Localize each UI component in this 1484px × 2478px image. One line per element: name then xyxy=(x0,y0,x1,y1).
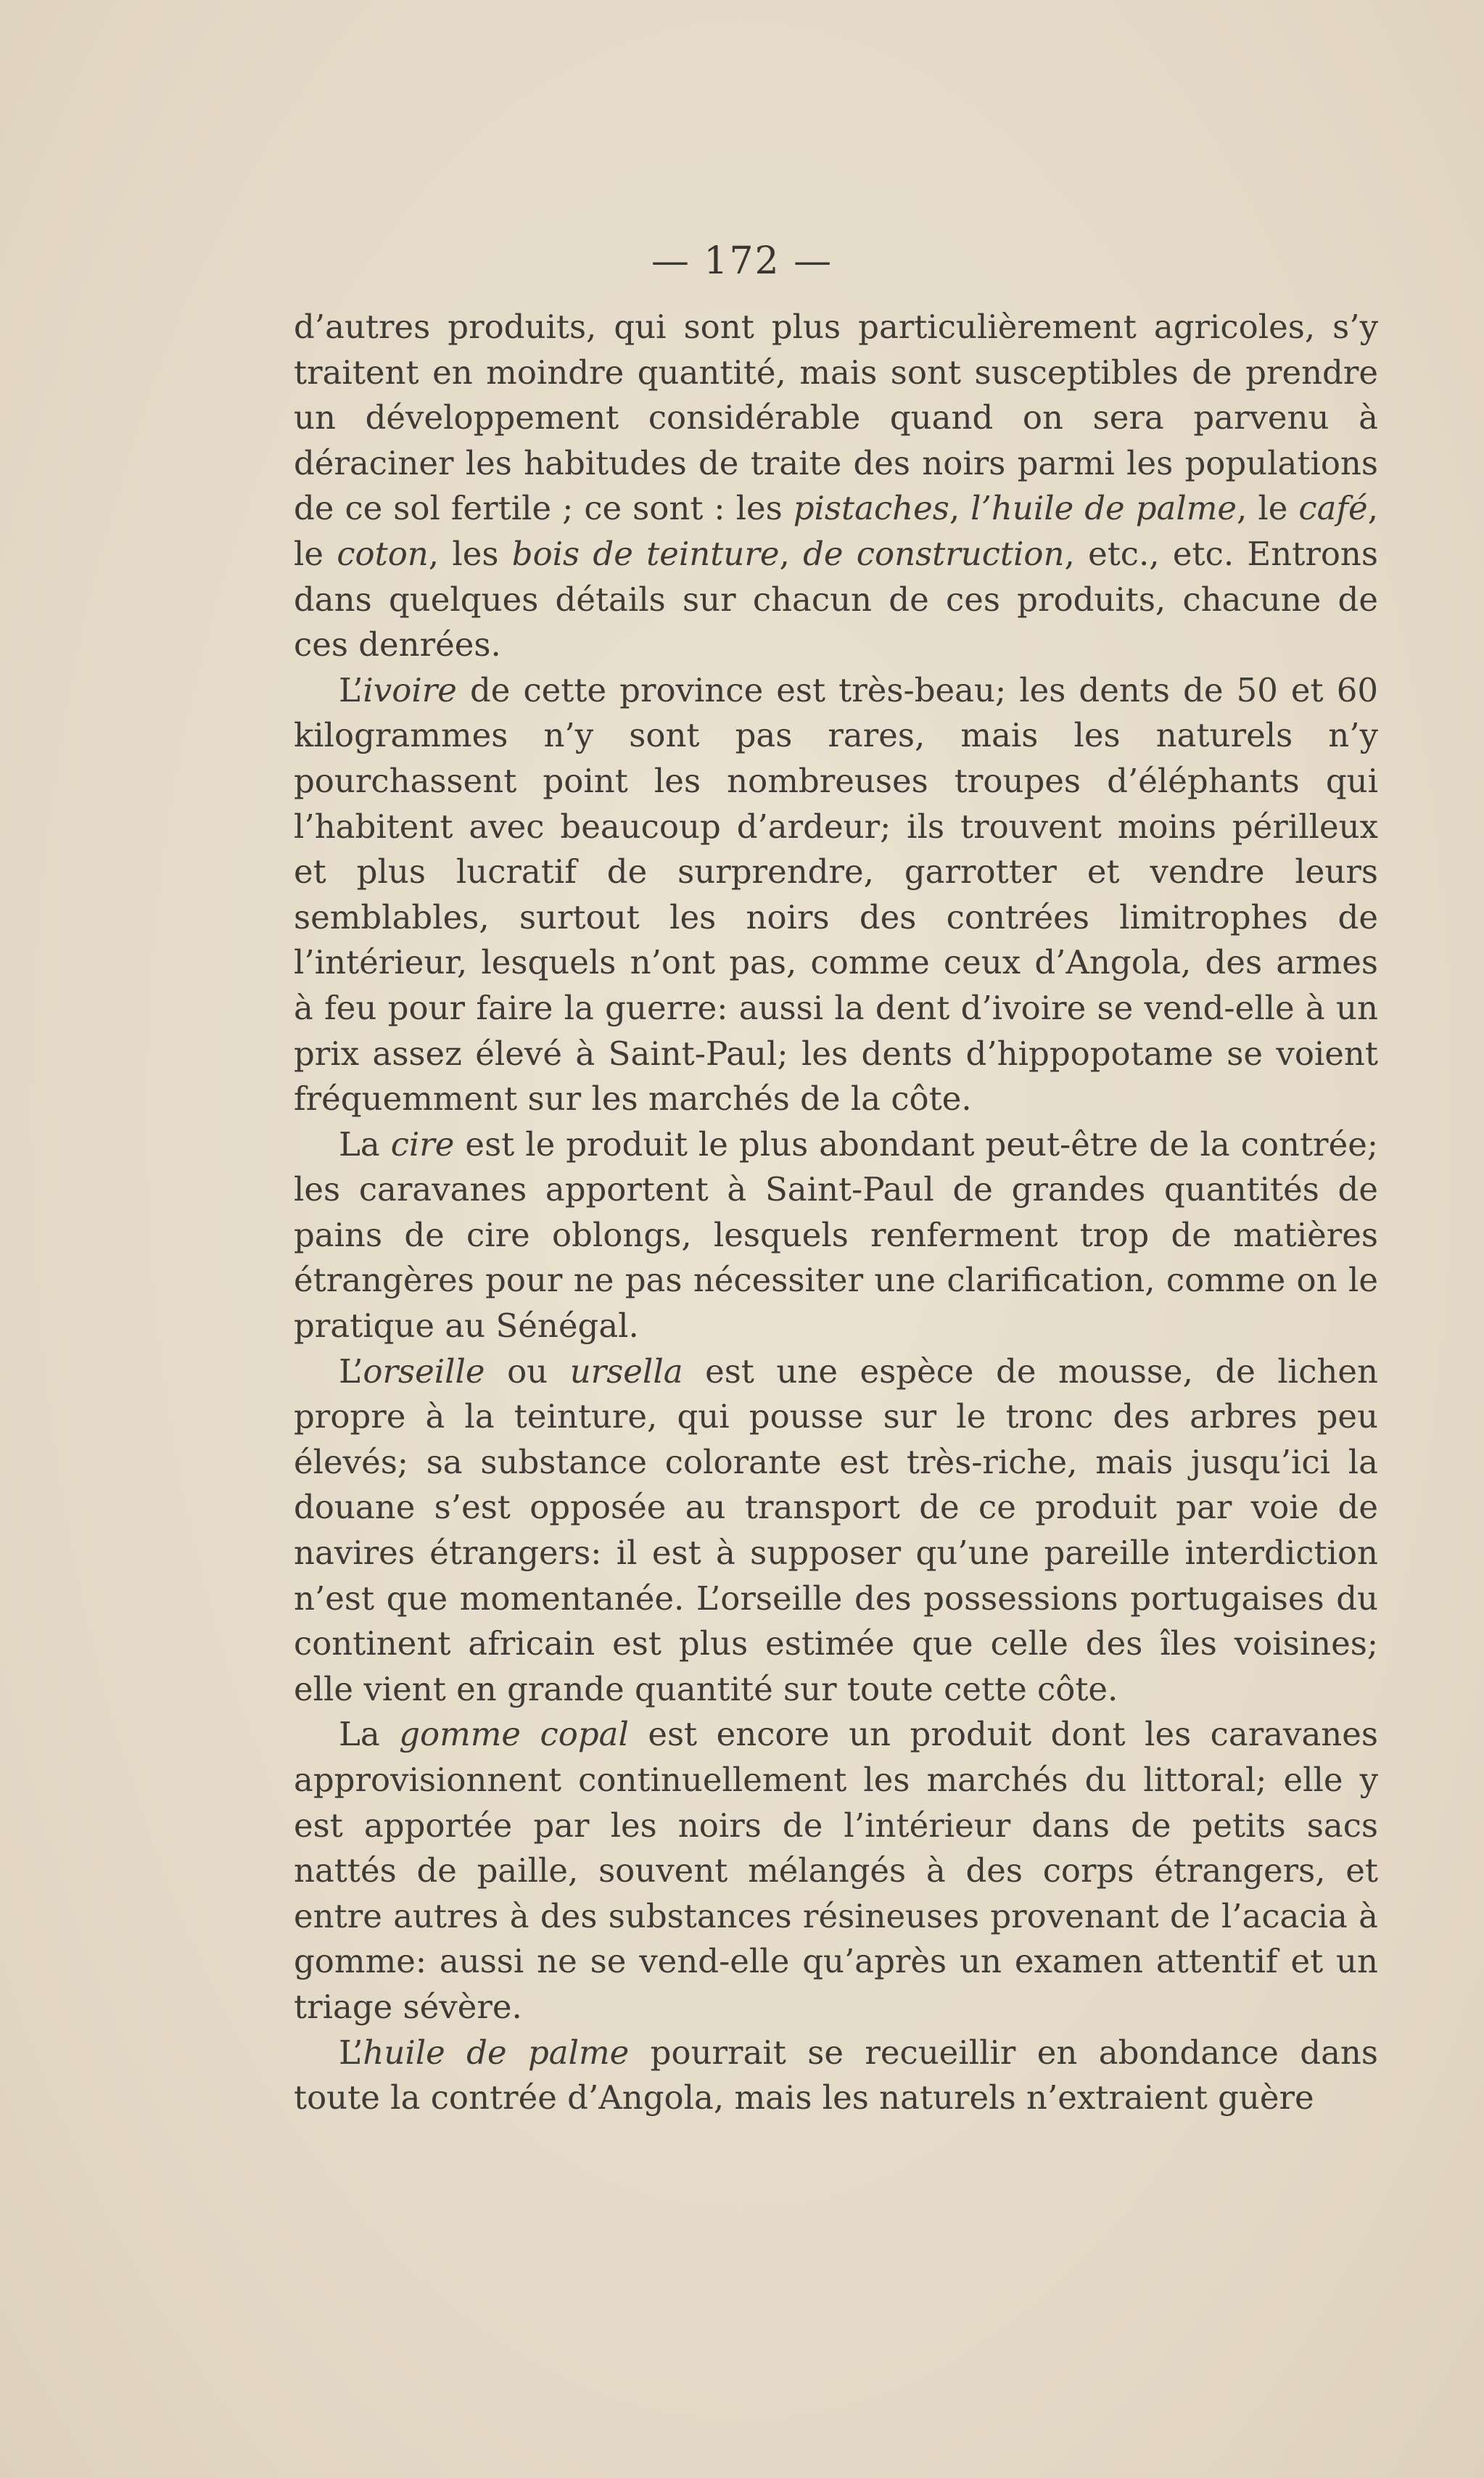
italic-term: cire xyxy=(390,1124,455,1164)
text-run: L’ xyxy=(339,2033,363,2072)
text-run: de cette province est très-beau; les dents de 50 et 60 kilogrammes n’y sont pas rares, mais les naturels n’y pourchassent point les nombreuses troupes d’éléphants qui l’habitent avec beaucoup d’ardeur; ils trouvent moins périlleux et plus lucratif de surprendre, garrotter et vendre leurs semblables, surtout les noirs des contrées limitrophes de l’intérieur, lesquels n’ont pas, comme ceux d’Angola, des armes à feu pour faire la guerre: aussi la dent d’ivoire se vend-elle à un prix assez élevé à Saint-Paul; les dents d’hippopotame se voient fréquemment sur les marchés de la côte. xyxy=(294,670,1378,1119)
paragraph xyxy=(294,668,1378,1122)
body-text xyxy=(294,305,1378,2121)
text-run: ou xyxy=(485,1351,570,1391)
italic-term: huile de palme xyxy=(363,2033,630,2072)
italic-term: coton xyxy=(337,534,429,573)
paragraph xyxy=(294,1712,1378,2030)
italic-term: ivoire xyxy=(363,670,457,709)
text-run: L’ xyxy=(339,1351,363,1391)
paragraph xyxy=(294,1122,1378,1349)
italic-term: café xyxy=(1298,489,1368,528)
text-run: La xyxy=(339,1715,400,1754)
italic-term: de construction xyxy=(803,534,1065,573)
italic-term: orseille xyxy=(363,1351,485,1391)
page-number: — 172 — xyxy=(651,239,833,283)
text-run: , xyxy=(779,534,804,573)
text-run: , xyxy=(949,489,971,528)
text-run: , etc., etc. Entrons dans quelques détails sur chacun de ces produits, chacune de ces denrées. xyxy=(294,534,1379,664)
paragraph xyxy=(294,2030,1378,2121)
italic-term: ursella xyxy=(569,1351,683,1391)
text-run: est une espèce de mousse, de lichen propre à la teinture, qui pousse sur le tronc des arbres peu élevés; sa substance colorante est très-riche, mais jusqu’ici la douane s’est opposée au transport de ce produit par voie de navires étrangers: il est à supposer qu’une pareille interdiction n’est que momentanée. L’orseille des possessions portugaises du continent africain est plus estimée que celle des îles voisines; elle vient en grande quantité sur toute cette côte. xyxy=(294,1351,1378,1708)
text-run: L’ xyxy=(339,670,363,709)
paragraph xyxy=(294,1349,1378,1713)
text-run: d’autres produits, qui sont plus particulièrement agricoles, s’y traitent en moindre quantité, mais sont susceptibles de prendre un développement considérable quand on sera parvenu à déraciner les habitudes de traite des noirs parmi les populations de ce sol fertile ; ce sont : les xyxy=(294,308,1378,528)
text-run: , les xyxy=(428,534,512,573)
text-run: , le xyxy=(294,489,1379,573)
italic-term: gomme copal xyxy=(399,1715,629,1754)
text-run: La xyxy=(339,1124,391,1164)
italic-term: l’huile de palme xyxy=(970,489,1237,528)
text-run: , le xyxy=(1237,489,1299,528)
italic-term: bois de teinture xyxy=(511,534,780,573)
text-run: est le produit le plus abondant peut-être de la contrée; les caravanes apportent à Saint-Paul de grandes quantités de pains de cire oblongs, lesquels renferment trop de matières étrangères pour ne pas nécessiter une clarification, comme on le pratique au Sénégal. xyxy=(294,1124,1378,1346)
italic-term: pistaches xyxy=(793,489,949,528)
paragraph xyxy=(294,305,1378,668)
text-run: pourrait se recueillir en abondance dans toute la contrée d’Angola, mais les naturels n’extraient guère xyxy=(294,2033,1378,2117)
text-run: est encore un produit dont les caravanes approvisionnent continuellement les marchés du littoral; elle y est apportée par les noirs de l’intérieur dans de petits sacs nattés de paille, souvent mélangés à des corps étrangers, et entre autres à des substances résineuses provenant de l’acacia à gomme: aussi ne se vend-elle qu’après un examen attentif et un triage sévère. xyxy=(294,1715,1379,2026)
